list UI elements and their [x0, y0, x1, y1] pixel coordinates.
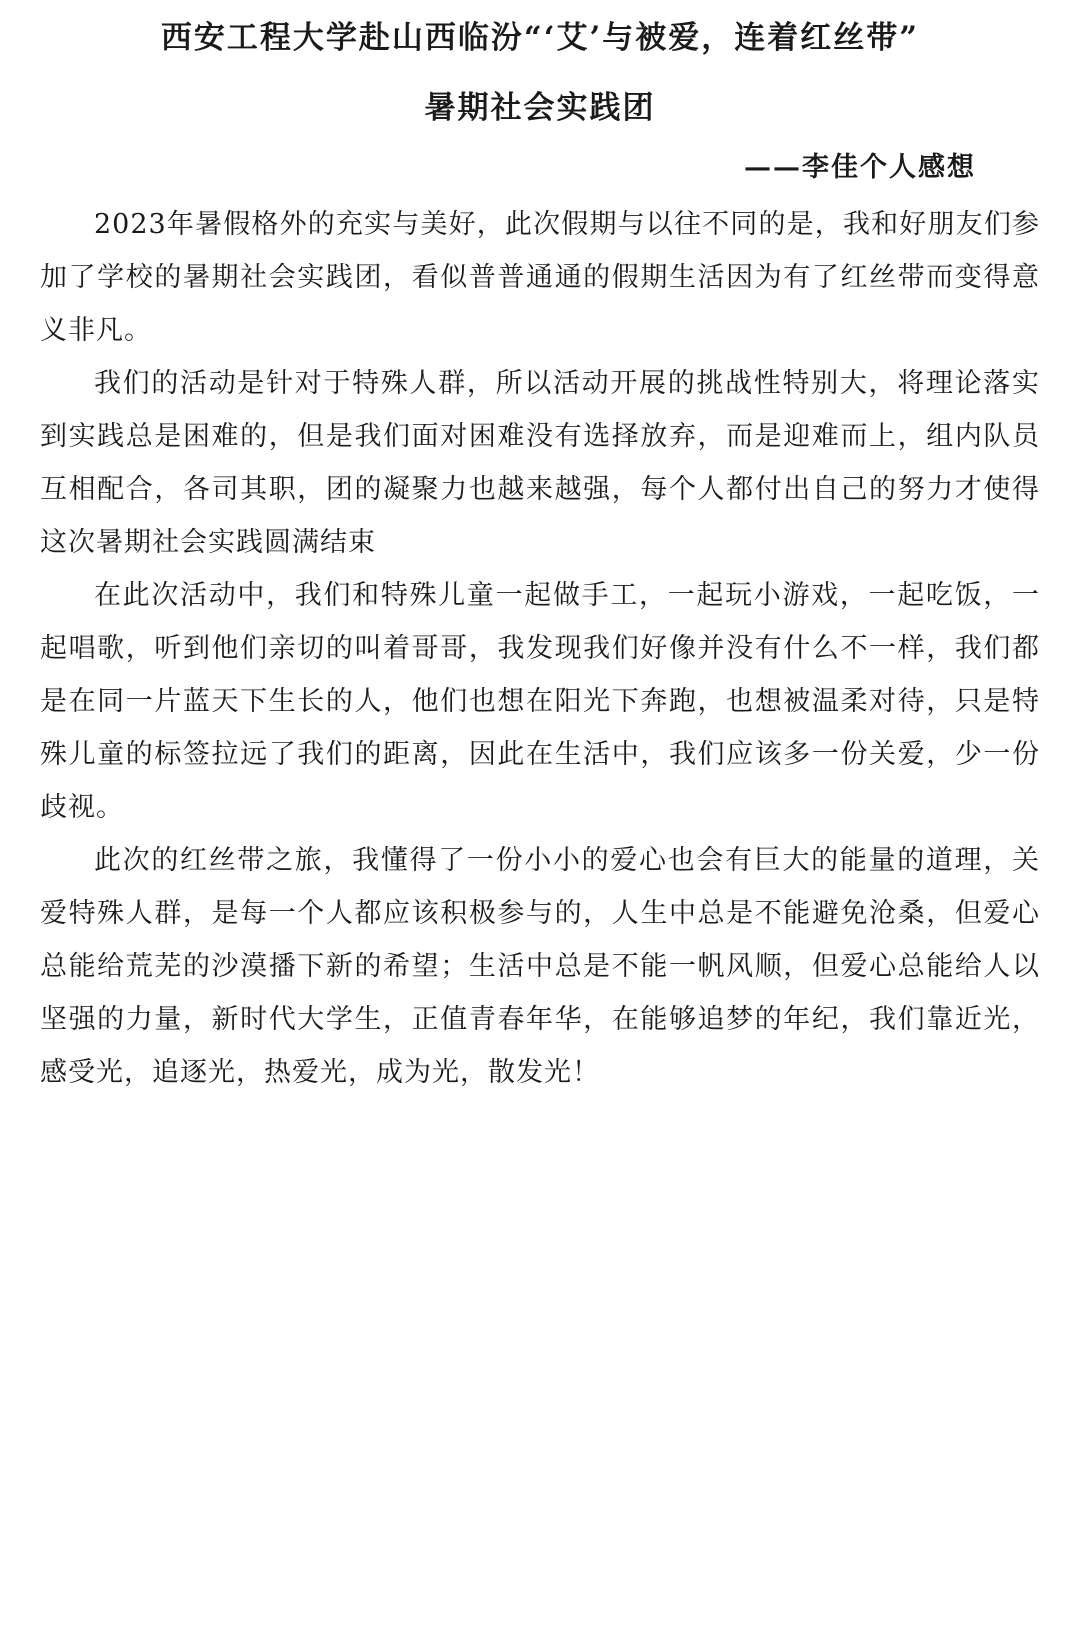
author-byline: ——李佳个人感想 — [744, 152, 976, 183]
document-title-line-1: 西安工程大学赴山西临汾“‘艾’与被爱，连着红丝带” — [160, 20, 920, 56]
paragraph-1: 2023年暑假格外的充实与美好，此次假期与以往不同的是，我和好朋友们参加了学校的暑期社会实践团，看似普普通通的假期生活因为有了红丝带而变得意义非凡。 — [40, 209, 1040, 346]
paragraph-4: 此次的红丝带之旅，我懂得了一份小小的爱心也会有巨大的能量的道理，关爱特殊人群，是每一个人都应该积极参与的，人生中总是不能避免沧桑，但爱心总能给荒芜的沙漠播下新的希望；生活中总是不能一帆风顺，但爱心总能给人以坚强的力量，新时代大学生，正值青春年华，在能够追梦的年纪，我们靠近光，感受光，追逐光，热爱光，成为光，散发光！ — [40, 845, 1040, 1088]
paragraph-3: 在此次活动中，我们和特殊儿童一起做手工，一起玩小游戏，一起吃饭，一起唱歌，听到他们亲切的叫着哥哥，我发现我们好像并没有什么不一样，我们都是在同一片蓝天下生长的人，他们也想在阳光下奔跑，也想被温柔对待，只是特殊儿童的标签拉远了我们的距离，因此在生活中，我们应该多一份关爱，少一份歧视。 — [40, 580, 1040, 823]
paragraph-2: 我们的活动是针对于特殊人群，所以活动开展的挑战性特别大，将理论落实到实践总是困难的，但是我们面对困难没有选择放弃，而是迎难而上，组内队员互相配合，各司其职，团的凝聚力也越来越强，每个人都付出自己的努力才使得这次暑期社会实践圆满结束 — [40, 368, 1040, 558]
document-body — [40, 198, 1040, 1099]
document-title-line-2: 暑期社会实践团 — [424, 90, 656, 126]
